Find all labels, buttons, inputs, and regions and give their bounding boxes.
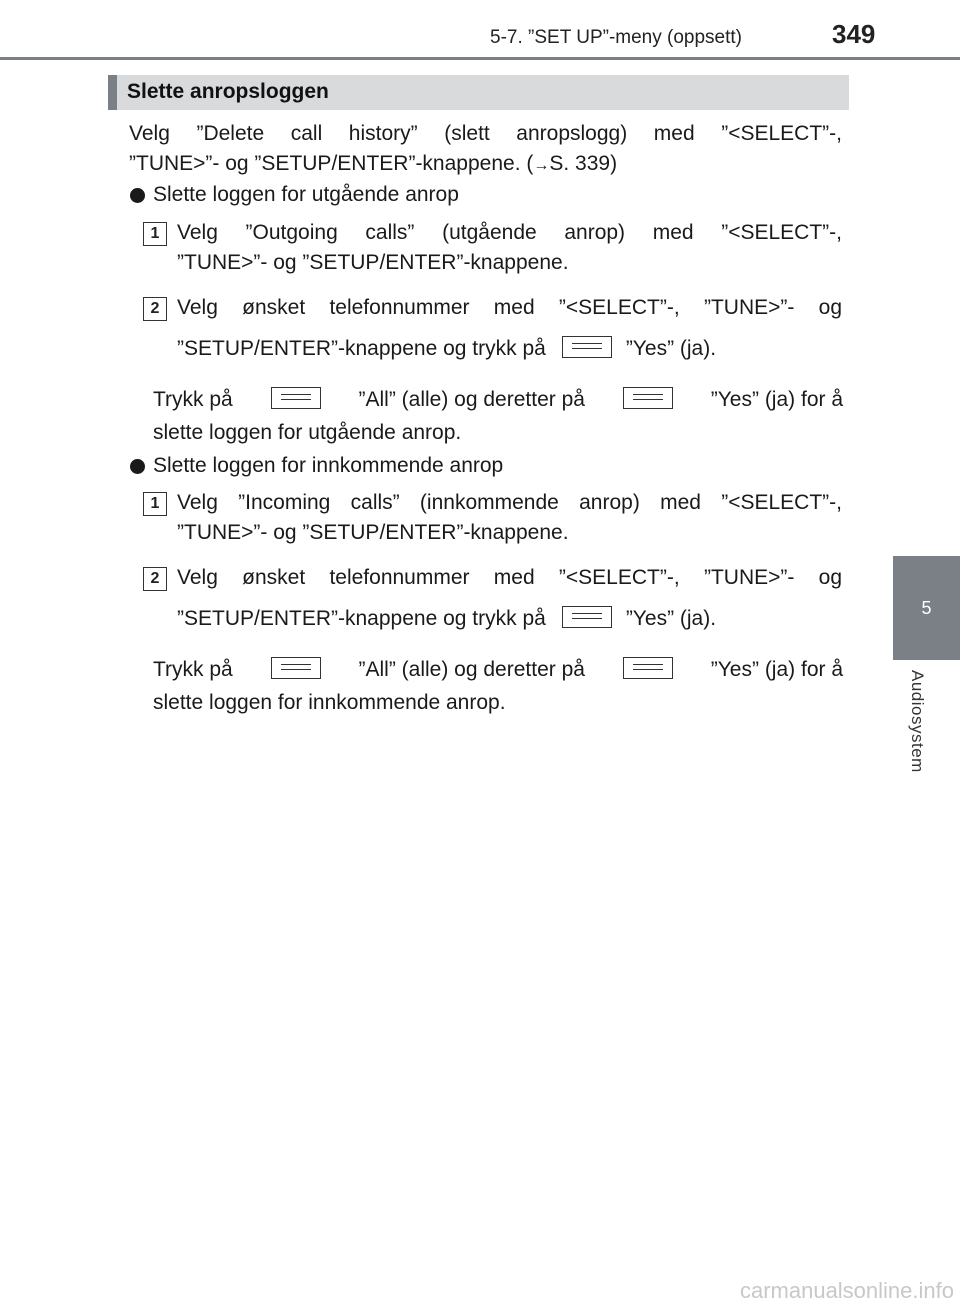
- screen-button-icon: [271, 387, 321, 409]
- incoming-step2-yes: ”Yes” (ja).: [625, 607, 717, 630]
- step-badge-1: 1: [143, 222, 167, 246]
- incoming-heading: Slette loggen for innkommende anrop: [153, 454, 504, 477]
- delete-all-mid: ”All” (alle) og deretter på: [358, 658, 585, 681]
- screen-button-icon: [623, 657, 673, 679]
- running-header-title: 5-7. ”SET UP”-meny (oppsett): [490, 27, 743, 48]
- chapter-label-tab: [893, 662, 960, 822]
- incoming-step2-text: ”SETUP/ENTER”-knappene og trykk på: [177, 607, 546, 630]
- outgoing-step2-yes: ”Yes” (ja).: [625, 337, 717, 360]
- incoming-delete-all-line2: slette loggen for innkommende anrop.: [153, 691, 506, 714]
- delete-all-mid: ”All” (alle) og deretter på: [358, 388, 585, 411]
- screen-button-icon: [562, 336, 612, 358]
- screen-button-icon: [562, 606, 612, 628]
- delete-all-end: ”Yes” (ja) for å: [710, 658, 843, 681]
- chapter-number: 5: [921, 597, 932, 618]
- section-heading-bar: [108, 75, 849, 110]
- chapter-tab: [893, 556, 960, 660]
- bullet-icon: [130, 188, 145, 203]
- incoming-step2-line1: Velg ønsket telefonnummer med ”<SELECT”-, ”TUNE>”- og: [177, 566, 842, 589]
- section-title: Slette anropsloggen: [127, 80, 329, 103]
- incoming-step1-line2: ”TUNE>”- og ”SETUP/ENTER”-knappene.: [177, 521, 569, 544]
- outgoing-step1-line1: Velg ”Outgoing calls” (utgående anrop) med ”<SELECT”-,: [177, 221, 842, 244]
- page-number: 349: [832, 19, 876, 49]
- delete-all-prefix: Trykk på: [153, 388, 233, 411]
- step-badge-2: 2: [143, 297, 167, 321]
- chapter-label: Audiosystem: [908, 670, 927, 773]
- outgoing-delete-all-line1: [153, 385, 843, 415]
- page-reference: S. 339): [549, 152, 618, 175]
- bullet-icon: [130, 459, 145, 474]
- step-badge-2: 2: [143, 567, 167, 591]
- outgoing-delete-all-line2: slette loggen for utgående anrop.: [153, 421, 462, 444]
- right-arrow-icon: →: [533, 157, 550, 174]
- outgoing-step2-line1: Velg ønsket telefonnummer med ”<SELECT”-, ”TUNE>”- og: [177, 296, 842, 319]
- incoming-delete-all-line1: [153, 655, 843, 685]
- incoming-step2-line2: [177, 604, 716, 634]
- incoming-step1-line1: Velg ”Incoming calls” (innkommende anrop) med ”<SELECT”-,: [177, 491, 842, 514]
- screen-button-icon: [623, 387, 673, 409]
- header-rule: [0, 57, 960, 60]
- intro-line-1: Velg ”Delete call history” (slett anropslogg) med ”<SELECT”-,: [129, 122, 842, 145]
- screen-button-icon: [271, 657, 321, 679]
- delete-all-prefix: Trykk på: [153, 658, 233, 681]
- step-badge-1: 1: [143, 492, 167, 516]
- outgoing-heading: Slette loggen for utgående anrop: [153, 183, 459, 206]
- outgoing-step1-line2: ”TUNE>”- og ”SETUP/ENTER”-knappene.: [177, 251, 569, 274]
- watermark: carmanualsonline.info: [739, 1278, 954, 1303]
- outgoing-step2-text: ”SETUP/ENTER”-knappene og trykk på: [177, 337, 546, 360]
- intro-text: ”TUNE>”- og ”SETUP/ENTER”-knappene. (: [129, 152, 534, 175]
- delete-all-end: ”Yes” (ja) for å: [710, 388, 843, 411]
- intro-line-2: [129, 149, 617, 181]
- outgoing-step2-line2: [177, 334, 716, 364]
